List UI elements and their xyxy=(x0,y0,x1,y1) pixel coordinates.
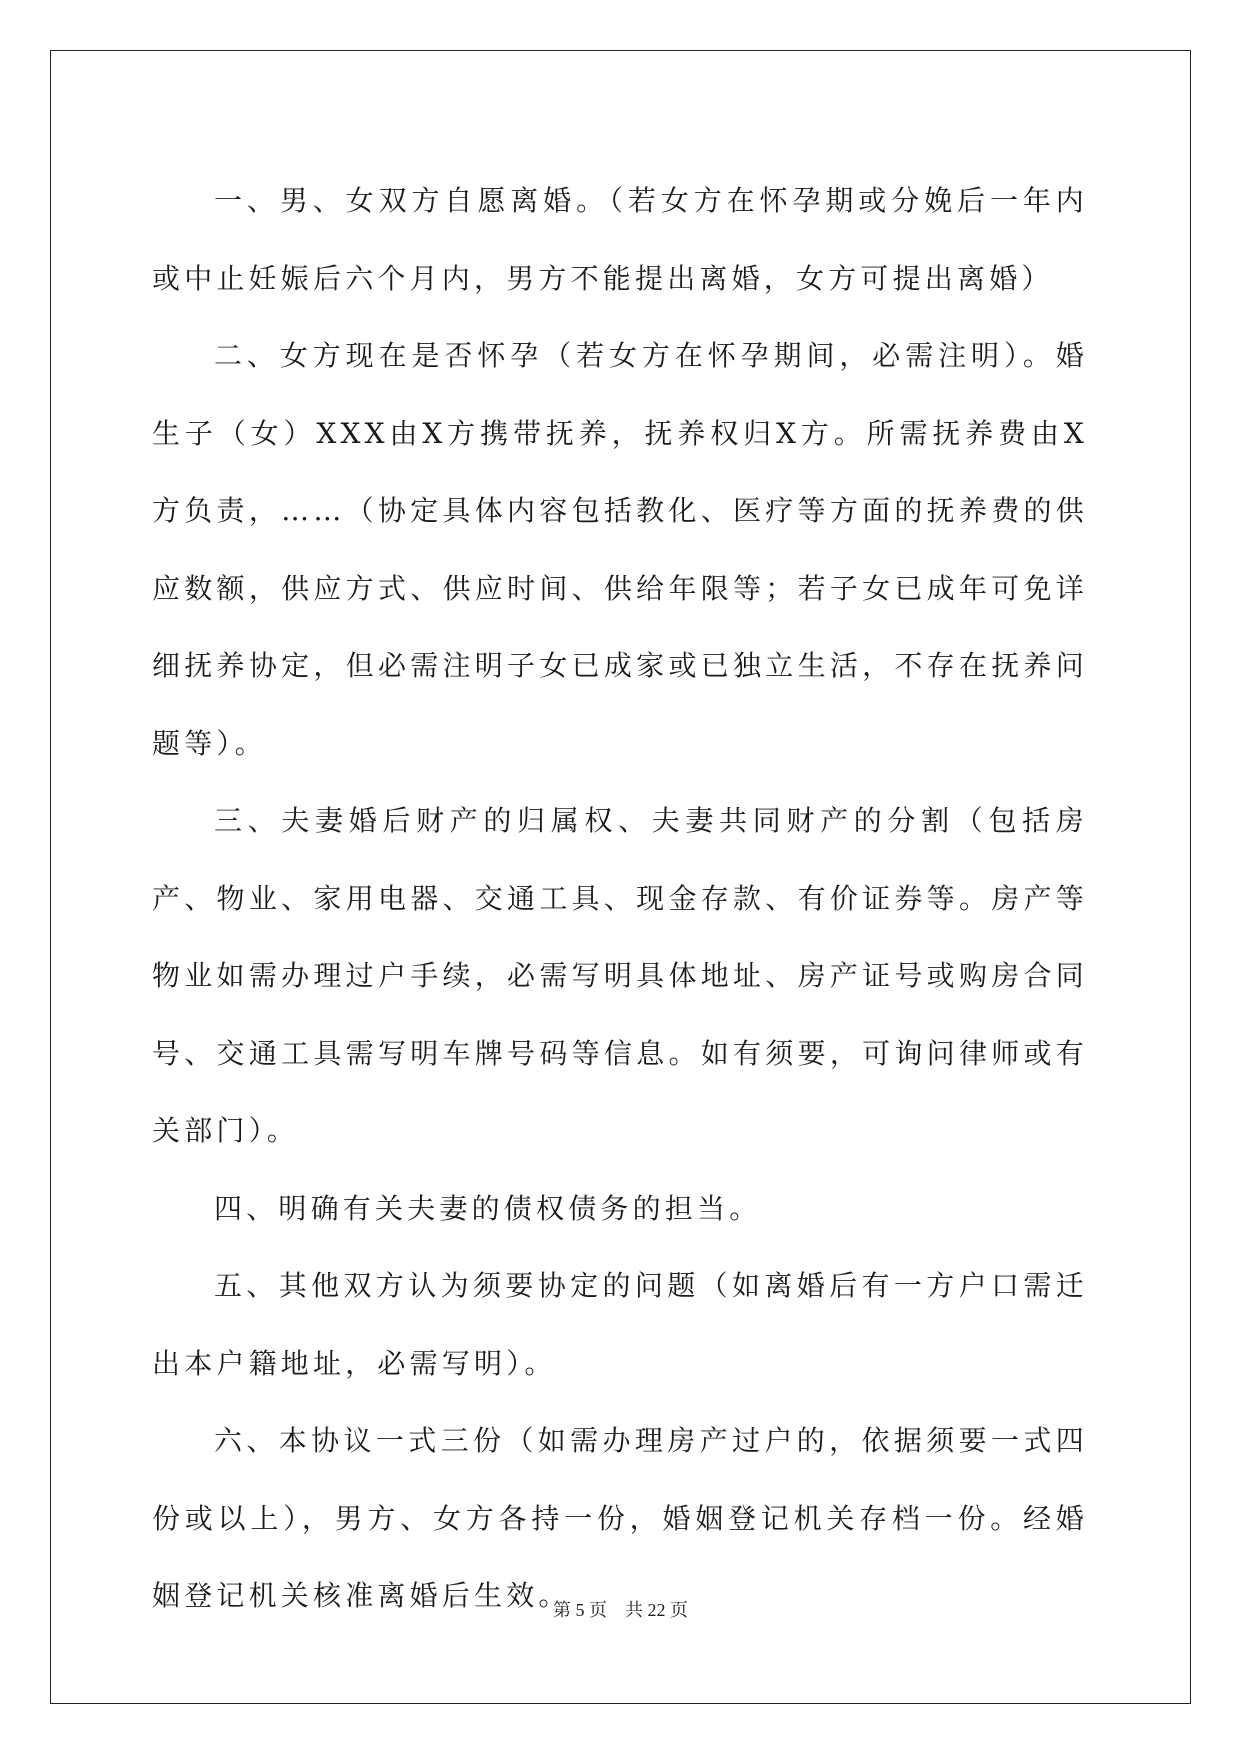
paragraph-2: 二、女方现在是否怀孕（若女方在怀孕期间，必需注明）。婚生子（女）XXX由X方携带抚养，抚养权归X方。所需抚养费由X方负责，……（协定具体内容包括教化、医疗等方面的抚养费的供应数额，供应方式、供应时间、供给年限等；若子女已成年可免详细抚养协定，但必需注明子女已成家或已独立生活，不存在抚养问题等）。 xyxy=(152,339,1088,760)
paragraph-6: 六、本协议一式三份（如需办理房产过户的，依据须要一式四份或以上），男方、女方各持一份，婚姻登记机关存档一份。经婚姻登记机关核准离婚后生效。 xyxy=(152,1424,1088,1612)
document-body xyxy=(152,162,1088,1635)
paragraph-3: 三、夫妻婚后财产的归属权、夫妻共同财产的分割（包括房产、物业、家用电器、交通工具、现金存款、有价证券等。房产等物业如需办理过户手续，必需写明具体地址、房产证号或购房合同号、交通工具需写明车牌号码等信息。如有须要，可询问律师或有关部门）。 xyxy=(152,804,1088,1147)
page-footer xyxy=(0,1596,1241,1622)
page-number: 第 5 页 共 22 页 xyxy=(553,1600,688,1620)
paragraph-1: 一、男、女双方自愿离婚。（若女方在怀孕期或分娩后一年内或中止妊娠后六个月内，男方不能提出离婚，女方可提出离婚） xyxy=(152,184,1088,295)
paragraph-5: 五、其他双方认为须要协定的问题（如离婚后有一方户口需迁出本户籍地址，必需写明）。 xyxy=(152,1269,1088,1380)
paragraph-4: 四、明确有关夫妻的债权债务的担当。 xyxy=(214,1191,762,1225)
